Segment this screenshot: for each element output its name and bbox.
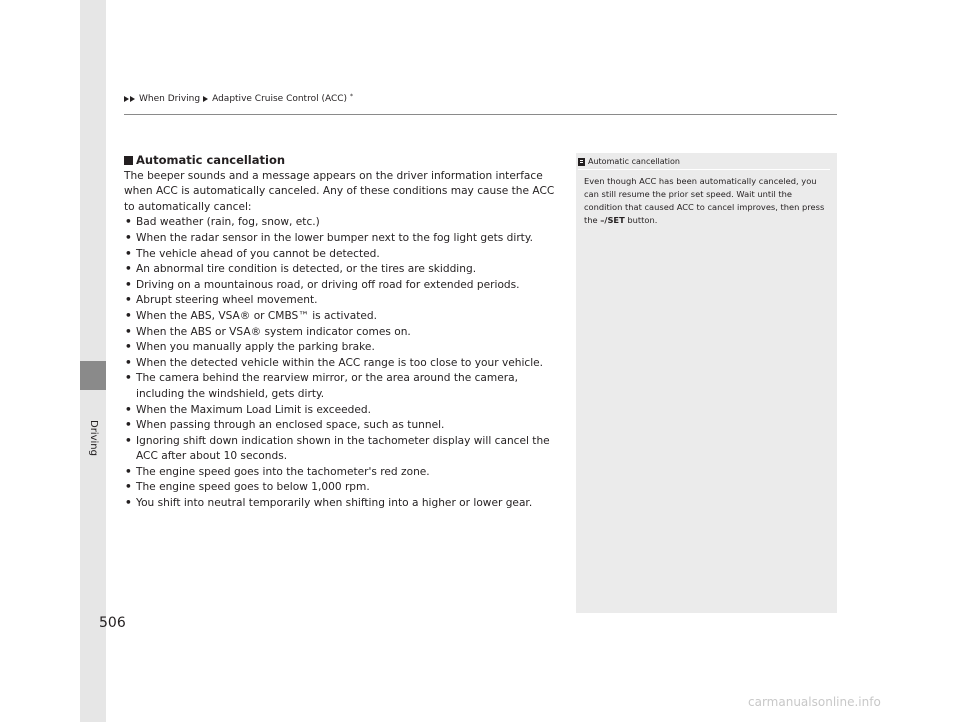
list-item-text: The vehicle ahead of you cannot be detected.	[136, 247, 380, 260]
list-item-text: When the Maximum Load Limit is exceeded.	[136, 403, 371, 416]
list-item	[124, 247, 560, 263]
list-item-text: The engine speed goes to below 1,000 rpm.	[136, 481, 370, 494]
list-item	[124, 278, 560, 294]
list-item-text: When the radar sensor in the lower bumper next to the fog light gets dirty.	[136, 231, 533, 244]
note-divider	[578, 169, 830, 170]
list-item	[124, 231, 560, 247]
header-divider	[124, 114, 837, 115]
note-body-before: Even though ACC has been automatically canceled, you can still resume the prior set speed. Wait until the condition that caused ACC to cancel improves, then press the	[584, 176, 825, 225]
list-item-text: Bad weather (rain, fog, snow, etc.)	[136, 216, 320, 229]
bullet-dot-icon: •	[125, 403, 132, 416]
bullet-dot-icon: •	[125, 356, 132, 369]
bullet-dot-icon: •	[125, 372, 132, 385]
list-item	[124, 262, 560, 278]
breadcrumb-marker: *	[350, 92, 354, 100]
list-item	[124, 215, 560, 231]
list-item-text: When the detected vehicle within the ACC range is too close to your vehicle.	[136, 356, 544, 369]
list-item-text: The camera behind the rearview mirror, or the area around the camera, including the windshield, gets dirty.	[136, 372, 518, 400]
list-item	[124, 371, 560, 402]
side-tab-label: Driving	[88, 420, 99, 456]
list-item-text: Driving on a mountainous road, or driving off road for extended periods.	[136, 278, 520, 291]
note-body	[584, 175, 829, 227]
list-item	[124, 496, 560, 512]
set-button-name: –/SET	[600, 215, 625, 225]
bullet-dot-icon: •	[125, 481, 132, 494]
note-heading-text: Automatic cancellation	[588, 157, 680, 166]
breadcrumb	[124, 94, 353, 104]
list-item	[124, 418, 560, 434]
bullet-dot-icon: •	[125, 216, 132, 229]
bullet-dot-icon: •	[125, 325, 132, 338]
bullet-dot-icon: •	[125, 434, 132, 447]
watermark: carmanualsonline.info	[748, 695, 881, 709]
breadcrumb-level1[interactable]: When Driving	[139, 94, 201, 104]
list-item-text: When you manually apply the parking brake.	[136, 341, 375, 354]
page-number: 506	[99, 615, 126, 631]
list-item-text: You shift into neutral temporarily when shifting into a higher or lower gear.	[136, 497, 533, 510]
list-item	[124, 293, 560, 309]
list-item	[124, 356, 560, 372]
main-content	[124, 153, 560, 512]
breadcrumb-arrow-icon	[124, 96, 129, 102]
bullet-dot-icon: •	[125, 497, 132, 510]
breadcrumb-arrow-icon	[203, 96, 208, 102]
side-tab-marker	[80, 361, 106, 390]
bullet-dot-icon: •	[125, 263, 132, 276]
list-item	[124, 340, 560, 356]
bullet-dot-icon: •	[125, 309, 132, 322]
breadcrumb-arrow-icon	[130, 96, 135, 102]
list-item	[124, 309, 560, 325]
section-title: Automatic cancellation	[136, 153, 286, 167]
list-item-text: When the ABS, VSA® or CMBS™ is activated.	[136, 309, 377, 322]
bullet-dot-icon: •	[125, 231, 132, 244]
breadcrumb-level2[interactable]: Adaptive Cruise Control (ACC)	[212, 94, 348, 104]
note-heading	[578, 157, 680, 166]
bullet-dot-icon: •	[125, 278, 132, 291]
list-item-text: Abrupt steering wheel movement.	[136, 294, 318, 307]
list-item-text: When passing through an enclosed space, such as tunnel.	[136, 419, 445, 432]
list-item	[124, 465, 560, 481]
bullet-dot-icon: •	[125, 419, 132, 432]
bullet-dot-icon: •	[125, 341, 132, 354]
bullet-dot-icon: •	[125, 294, 132, 307]
bullet-dot-icon: •	[125, 465, 132, 478]
list-item	[124, 480, 560, 496]
section-heading	[124, 153, 560, 169]
bullet-dot-icon: •	[125, 247, 132, 260]
list-item-text: The engine speed goes into the tachometer's red zone.	[136, 465, 430, 478]
list-item-text: When the ABS or VSA® system indicator comes on.	[136, 325, 411, 338]
note-icon	[578, 158, 585, 166]
list-item	[124, 403, 560, 419]
square-bullet-icon	[124, 156, 133, 165]
list-item-text: Ignoring shift down indication shown in the tachometer display will cancel the ACC after about 10 seconds.	[136, 434, 550, 463]
note-body-after: button.	[624, 215, 658, 225]
list-item	[124, 325, 560, 341]
section-intro: The beeper sounds and a message appears on the driver information interface when ACC is automatically canceled. Any of these conditions may cause the ACC to automatically cancel:	[124, 169, 555, 213]
list-item	[124, 434, 560, 465]
list-item-text: An abnormal tire condition is detected, or the tires are skidding.	[136, 263, 477, 276]
condition-list	[124, 215, 560, 511]
